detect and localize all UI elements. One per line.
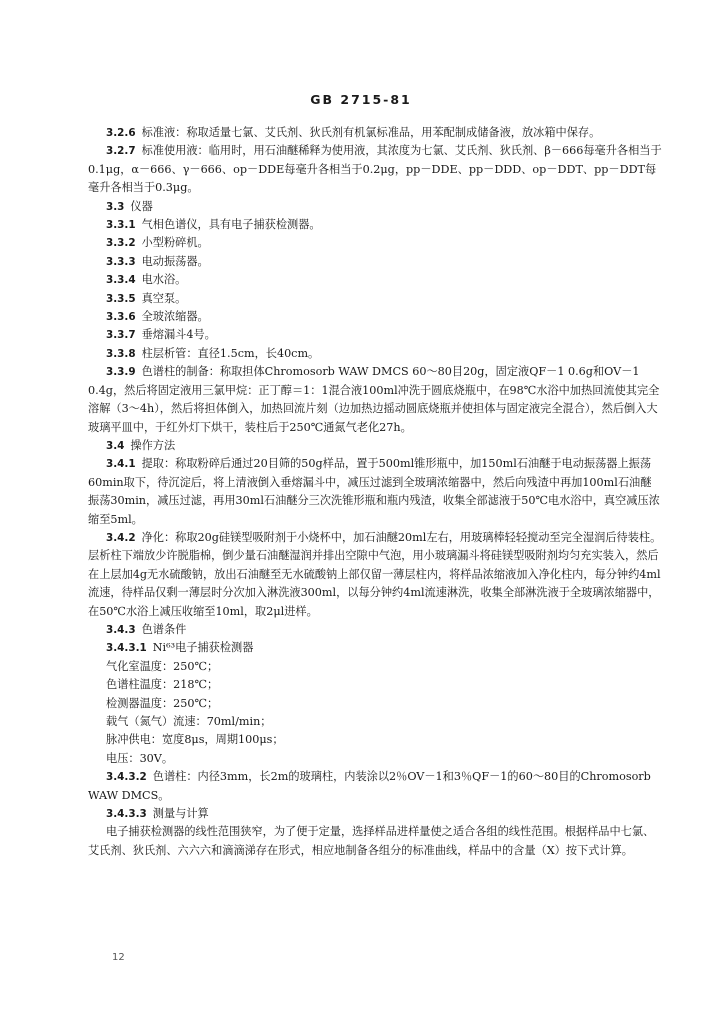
page-number: 12 [112,952,125,963]
page-header-standard-number: GB 2715-81 [310,92,412,107]
section-number: 3.4.3.3 [106,808,147,821]
paragraph-3-4-3-2 [88,768,662,805]
section-number: 3.4.3.1 [106,642,147,655]
paragraph-text: 气相色谱仪，具有电子捕获检测器。 [141,218,321,232]
heading-text: 色谱条件 [141,622,187,636]
paragraph-3-2-6 [88,124,662,142]
paragraph-3-4-1 [88,455,662,529]
heading-3-4-3-1 [88,639,662,657]
condition-voltage: 电压：30V。 [106,751,174,765]
paragraph-text: 真空泵。 [141,291,187,305]
section-number: 3.3.5 [106,292,136,305]
condition-detector-temp: 检测器温度：250℃； [106,696,219,710]
paragraph-3-3-4 [88,271,662,289]
heading-text: 测量与计算 [152,807,209,821]
section-number: 3.2.6 [106,127,136,139]
section-number: 3.4 [106,439,125,452]
section-number: 3.4.3 [106,623,136,636]
section-number: 3.3.4 [106,274,136,287]
paragraph-text: 电水浴。 [141,273,187,287]
condition-column-temp: 色谱柱温度：218℃； [106,678,219,692]
paragraph-text: 全玻浓缩器。 [141,310,209,324]
section-number: 3.3.6 [106,311,136,324]
condition-vaporizer-temp: 气化室温度：250℃； [106,659,219,673]
paragraph-text: 色谱柱：内径3mm，长2m的玻璃柱，内装涂以2％OV－1和3％QF－1的60～80目的Chromosorb WAW DMCS。 [88,770,651,802]
paragraph-text: 色谱柱的制备：称取担体Chromosorb WAW DMCS 60～80目20g，固定液QF－1 0.6g和OV－1 0.4g，然后将固定液用三氯甲烷：正丁醇＝1：1混合液100ml冲洗于圆底烧瓶中，在98℃水浴中加热回流使其完全溶解（3～4h），然后将担体倒入，加热回流片刻（边加热边摇动圆底烧瓶并使担体与固定液完全混合），然后倒入大玻璃平皿中，于红外灯下烘干，装柱后于250℃通氮气老化27h。 [88,365,660,434]
paragraph-3-3-2 [88,234,662,252]
heading-3-4 [88,437,662,455]
section-number: 3.4.3.2 [106,771,147,784]
paragraph-3-2-7 [88,142,662,197]
paragraph-text: 提取：称取粉碎后通过20目筛的50g样品，置于500ml锥形瓶中，加150ml石油醚于电动振荡器上振荡60min取下，待沉淀后，将上清液倒入垂熔漏斗中，减压过滤到全玻璃浓缩器中，然后向残渣中再加100ml石油醚振荡30min，减压过滤，再用30ml石油醚分三次洗锥形瓶和瓶内残渣，收集全部滤液于50℃电水浴中，真空减压浓缩至5ml。 [88,457,660,526]
heading-3-3 [88,198,662,216]
section-number: 3.3.8 [106,347,136,360]
condition-pulse-power: 脉冲供电：宽度8μs，周期100μs； [106,733,284,747]
section-number: 3.4.1 [106,458,136,471]
paragraph-3-3-7 [88,326,662,344]
paragraph-final: 电子捕获检测器的线性范围狭窄，为了便于定量，选择样品进样量使之适合各组的线性范围。根据样品中七氯、艾氏剂、狄氏剂、六六六和滴滴涕存在形式，相应地制备各组分的标准曲线，样品中的含量（X）按下式计算。 [88,825,655,857]
paragraph-text: 净化：称取20g硅镁型吸附剂于小烧杯中，加石油醚20ml左右，用玻璃棒轻轻搅动至完全湿润后待装柱。层析柱下端放少许脱脂棉，倒少量石油醚湿润并排出空隙中气泡，用小玻璃漏斗将硅镁型吸附剂均匀充实装入，然后在上层加4g无水硫酸钠，放出石油醚至无水硫酸钠上部仅留一薄层柱内，将样品浓缩液加入净化柱内，每分钟约4ml流速，待样品仅剩一薄层时分次加入淋洗液300ml，以每分钟约4ml流速淋洗，收集全部淋洗液于全玻璃浓缩器中，在50℃水浴上减压收缩至10ml，取2μl进样。 [88,530,662,618]
section-number: 3.3.3 [106,255,136,268]
heading-text: 操作方法 [130,438,176,452]
paragraph-3-3-6 [88,308,662,326]
condition-carrier-gas-flow: 载气（氮气）流速：70ml/min； [106,715,272,728]
section-number: 3.3.7 [106,329,136,342]
section-number: 3.3.2 [106,237,136,250]
paragraph-text: 标准液：称取适量七氯、艾氏剂、狄氏剂有机氯标准品，用苯配制成储备液，放冰箱中保存。 [141,126,601,139]
paragraph-3-3-8 [88,345,662,363]
paragraph-text: 电动振荡器。 [141,254,209,268]
paragraph-text: 标准使用液：临用时，用石油醚稀释为使用液，其浓度为七氯、艾氏剂、狄氏剂、β－666每毫升各相当于0.1μg，α－666、γ－666、op－DDE每毫升各相当于0.2μg，pp－DDE、pp－DDD、op－DDT、pp－DDT每毫升各相当于0.3μg。 [88,144,662,195]
paragraph-text: 垂熔漏斗4号。 [141,328,216,342]
section-number: 3.3 [106,200,125,213]
section-number: 3.4.2 [106,531,136,544]
paragraph-3-3-5 [88,290,662,308]
section-number: 3.3.9 [106,366,136,379]
heading-text: 仪器 [130,199,153,213]
document-body [88,124,662,860]
paragraph-3-4-2 [88,529,662,621]
section-number: 3.3.1 [106,219,136,232]
paragraph-3-3-9 [88,363,662,437]
paragraph-text: 小型粉碎机。 [141,236,209,250]
heading-text: Ni⁶³电子捕获检测器 [152,641,254,655]
paragraph-3-3-3 [88,253,662,271]
paragraph-3-3-1 [88,216,662,234]
heading-3-4-3-3 [88,805,662,823]
heading-3-4-3 [88,621,662,639]
section-number: 3.2.7 [106,145,136,158]
paragraph-text: 柱层析管：直径1.5cm，长40cm。 [141,346,320,360]
